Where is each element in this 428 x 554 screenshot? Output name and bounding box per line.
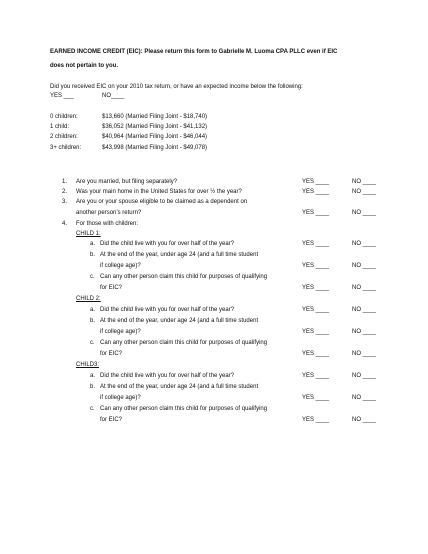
child-3-question-c xyxy=(0,405,428,413)
sub-question-text: Can any other person claim this child for purposes of qualifying xyxy=(100,406,268,412)
no-answer-blank[interactable]: NO ____ xyxy=(352,395,377,401)
sub-question-text: for EIC? xyxy=(100,351,123,357)
income-value: $43,998 (Married Filing Joint - $49,078) xyxy=(102,145,208,151)
question-1 xyxy=(0,178,428,186)
yes-answer-blank[interactable]: YES ____ xyxy=(302,263,330,269)
child-1-question-a xyxy=(0,240,428,248)
child-3-question-b-cont xyxy=(0,394,428,402)
sub-question-text: At the end of the year, under age 24 (and a full time student xyxy=(100,252,259,258)
yes-answer-blank[interactable]: YES ____ xyxy=(302,307,330,313)
yes-answer-blank[interactable]: YES ____ xyxy=(302,373,330,379)
child-2-heading: CHILD 2: xyxy=(76,296,101,302)
question-text: For those with children: xyxy=(76,221,139,227)
no-answer-blank[interactable]: NO ____ xyxy=(352,179,377,185)
question-text: Are you married, but filing separately? xyxy=(76,179,178,185)
child-1-question-c-cont xyxy=(0,284,428,292)
child-2-question-b-cont xyxy=(0,328,428,336)
question-3 xyxy=(0,198,428,206)
form-title-line1: EARNED INCOME CREDIT (EIC): Please return this form to Gabrielle M. Luoma CPA PLLC even if EIC xyxy=(50,49,338,55)
sub-letter: b. xyxy=(90,318,96,324)
sub-letter: a. xyxy=(90,307,96,313)
child-1-heading: CHILD 1: xyxy=(76,231,101,237)
no-answer-blank[interactable]: NO ____ xyxy=(352,373,377,379)
income-label: 2 children: xyxy=(50,134,78,140)
income-value: $36,052 (Married Filing Joint - $41,132) xyxy=(102,124,208,130)
child-3-question-c-cont xyxy=(0,416,428,424)
child-3-question-a xyxy=(0,372,428,380)
no-answer-blank[interactable]: NO ____ xyxy=(352,417,377,423)
sub-question-text: Did the child live with you for over half of the year? xyxy=(100,241,235,247)
sub-letter: a. xyxy=(90,373,96,379)
sub-question-text: for EIC? xyxy=(100,417,123,423)
intro-question: Did you received EIC on your 2010 tax return, or have an expected income below the following: xyxy=(50,84,303,90)
yes-answer-blank[interactable]: YES ____ xyxy=(302,395,330,401)
yes-answer-blank[interactable]: YES ____ xyxy=(302,241,330,247)
sub-letter: b. xyxy=(90,252,96,258)
question-2 xyxy=(0,188,428,196)
question-number: 1. xyxy=(62,179,68,185)
question-3-cont xyxy=(0,209,428,217)
yes-answer-blank[interactable]: YES ____ xyxy=(302,285,330,291)
yes-answer-blank[interactable]: YES ____ xyxy=(302,179,330,185)
child-1-question-c xyxy=(0,273,428,281)
intro-yes-blank[interactable]: YES ___ xyxy=(50,93,74,99)
no-answer-blank[interactable]: NO ____ xyxy=(352,189,377,195)
question-number: 3. xyxy=(62,199,68,205)
sub-letter: c. xyxy=(90,340,95,346)
sub-letter: c. xyxy=(90,406,95,412)
sub-question-text: Can any other person claim this child for purposes of qualifying xyxy=(100,274,268,280)
sub-question-text: if college age)? xyxy=(100,395,141,401)
child-2-question-a xyxy=(0,306,428,314)
income-value: $40,964 (Married Filing Joint - $46,044) xyxy=(102,134,208,140)
sub-letter: a. xyxy=(90,241,96,247)
sub-question-text: Can any other person claim this child for purposes of qualifying xyxy=(100,340,268,346)
no-answer-blank[interactable]: NO ____ xyxy=(352,329,377,335)
no-answer-blank[interactable]: NO ____ xyxy=(352,285,377,291)
sub-question-text: At the end of the year, under age 24 (and a full time student xyxy=(100,384,259,390)
sub-question-text: if college age)? xyxy=(100,263,141,269)
income-label: 0 children: xyxy=(50,114,78,120)
yes-answer-blank[interactable]: YES ____ xyxy=(302,417,330,423)
child-3-heading: CHILD3: xyxy=(76,362,100,368)
sub-question-text: for EIC? xyxy=(100,285,123,291)
question-4 xyxy=(0,220,428,228)
income-label: 3+ children: xyxy=(50,145,82,151)
child-1-question-b xyxy=(0,251,428,259)
question-text: Are you or your spouse eligible to be claimed as a dependent on xyxy=(76,199,248,205)
question-number: 4. xyxy=(62,221,68,227)
income-label: 1 child: xyxy=(50,124,70,130)
sub-question-text: Did the child live with you for over half of the year? xyxy=(100,307,235,313)
no-answer-blank[interactable]: NO ____ xyxy=(352,307,377,313)
child-2-question-b xyxy=(0,317,428,325)
no-answer-blank[interactable]: NO ____ xyxy=(352,263,377,269)
intro-no-blank[interactable]: NO____ xyxy=(102,93,125,99)
question-number: 2. xyxy=(62,189,68,195)
income-value: $13,660 (Married Filing Joint - $18,740) xyxy=(102,114,208,120)
child-2-question-c-cont xyxy=(0,350,428,358)
sub-question-text: if college age)? xyxy=(100,329,141,335)
yes-answer-blank[interactable]: YES ____ xyxy=(302,351,330,357)
sub-letter: c. xyxy=(90,274,95,280)
yes-answer-blank[interactable]: YES ____ xyxy=(302,210,330,216)
child-2-question-c xyxy=(0,339,428,347)
yes-answer-blank[interactable]: YES ____ xyxy=(302,329,330,335)
child-1-question-b-cont xyxy=(0,262,428,270)
child-3-question-b xyxy=(0,383,428,391)
question-text: Was your main home in the United States for over ½ the year? xyxy=(76,189,242,195)
form-title-line2: does not pertain to you. xyxy=(50,63,119,69)
question-text: another person’s return? xyxy=(76,210,142,216)
sub-letter: b. xyxy=(90,384,96,390)
sub-question-text: Did the child live with you for over half of the year? xyxy=(100,373,235,379)
no-answer-blank[interactable]: NO ____ xyxy=(352,351,377,357)
sub-question-text: At the end of the year, under age 24 (and a full time student xyxy=(100,318,259,324)
no-answer-blank[interactable]: NO ____ xyxy=(352,241,377,247)
yes-answer-blank[interactable]: YES ____ xyxy=(302,189,330,195)
no-answer-blank[interactable]: NO ____ xyxy=(352,210,377,216)
